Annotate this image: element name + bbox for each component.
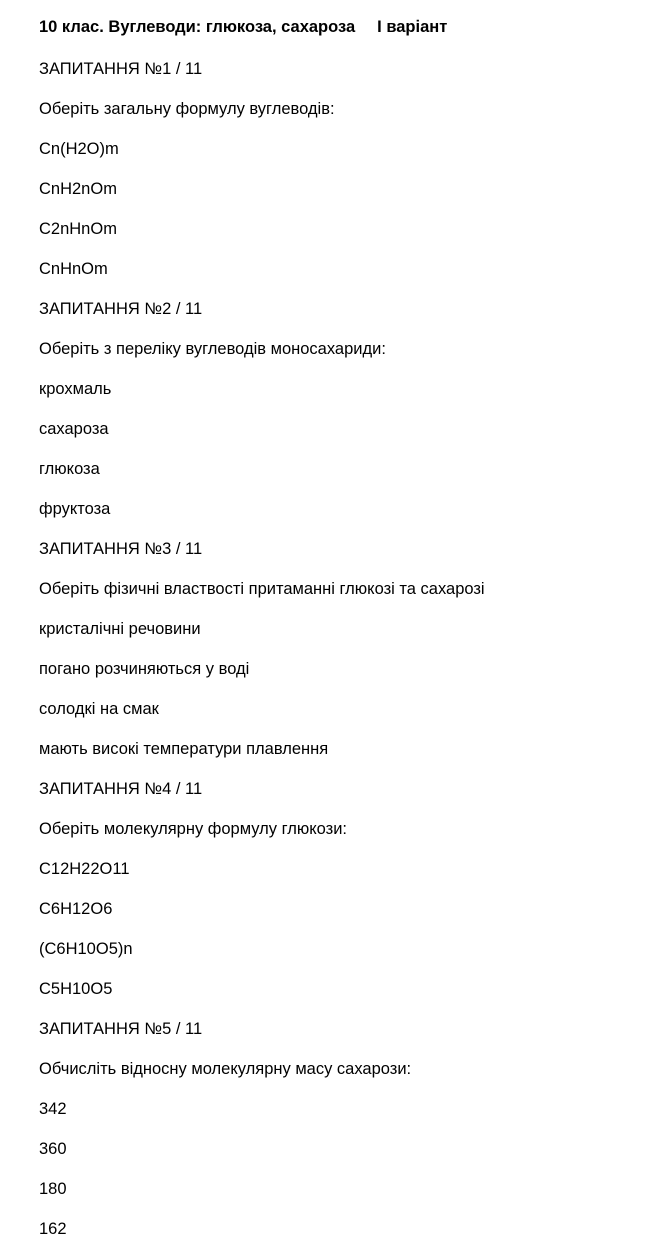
question-3-option-2[interactable]: погано розчиняються у воді	[39, 660, 250, 678]
question-4-option-4[interactable]: C5H10O5	[39, 980, 113, 998]
question-3-option-1[interactable]: кристалічні речовини	[39, 620, 201, 638]
question-2-option-1[interactable]: крохмаль	[39, 380, 112, 398]
question-2-option-2[interactable]: сахароза	[39, 420, 109, 438]
document-title: 10 клас. Вуглеводи: глюкоза, сахароза	[39, 18, 356, 36]
question-3-label: ЗАПИТАННЯ №3 / 11	[39, 540, 203, 558]
question-1-option-2[interactable]: CnH2nOm	[39, 180, 117, 198]
document-header	[39, 18, 447, 37]
question-4-option-1[interactable]: C12H22O11	[39, 860, 130, 878]
question-5-label: ЗАПИТАННЯ №5 / 11	[39, 1020, 203, 1038]
question-4-option-2[interactable]: C6H12O6	[39, 900, 113, 918]
question-3-option-4[interactable]: мають високі температури плавлення	[39, 740, 329, 758]
question-5-text: Обчисліть відносну молекулярну масу сахарози:	[39, 1060, 412, 1078]
question-1-label: ЗАПИТАННЯ №1 / 11	[39, 60, 203, 78]
question-1-option-4[interactable]: CnHnOm	[39, 260, 108, 278]
question-1-option-1[interactable]: Cn(H2O)m	[39, 140, 119, 158]
question-1-option-3[interactable]: C2nHnOm	[39, 220, 117, 238]
question-2-option-3[interactable]: глюкоза	[39, 460, 100, 478]
question-5-option-1[interactable]: 342	[39, 1100, 67, 1118]
question-4-text: Оберіть молекулярну формулу глюкози:	[39, 820, 348, 838]
question-5-option-2[interactable]: 360	[39, 1140, 67, 1158]
question-4-label: ЗАПИТАННЯ №4 / 11	[39, 780, 203, 798]
question-3-text: Оберіть фізичні властвості притаманні глюкозі та сахарозі	[39, 580, 485, 598]
question-2-option-4[interactable]: фруктоза	[39, 500, 111, 518]
question-1-text: Оберіть загальну формулу вуглеводів:	[39, 100, 335, 118]
question-4-option-3[interactable]: (C6H10O5)n	[39, 940, 133, 958]
variant-label: I варіант	[377, 18, 448, 36]
question-5-option-3[interactable]: 180	[39, 1180, 67, 1198]
question-2-label: ЗАПИТАННЯ №2 / 11	[39, 300, 203, 318]
question-5-option-4[interactable]: 162	[39, 1220, 67, 1238]
question-2-text: Оберіть з переліку вуглеводів моносахариди:	[39, 340, 386, 358]
question-3-option-3[interactable]: солодкі на смак	[39, 700, 159, 718]
